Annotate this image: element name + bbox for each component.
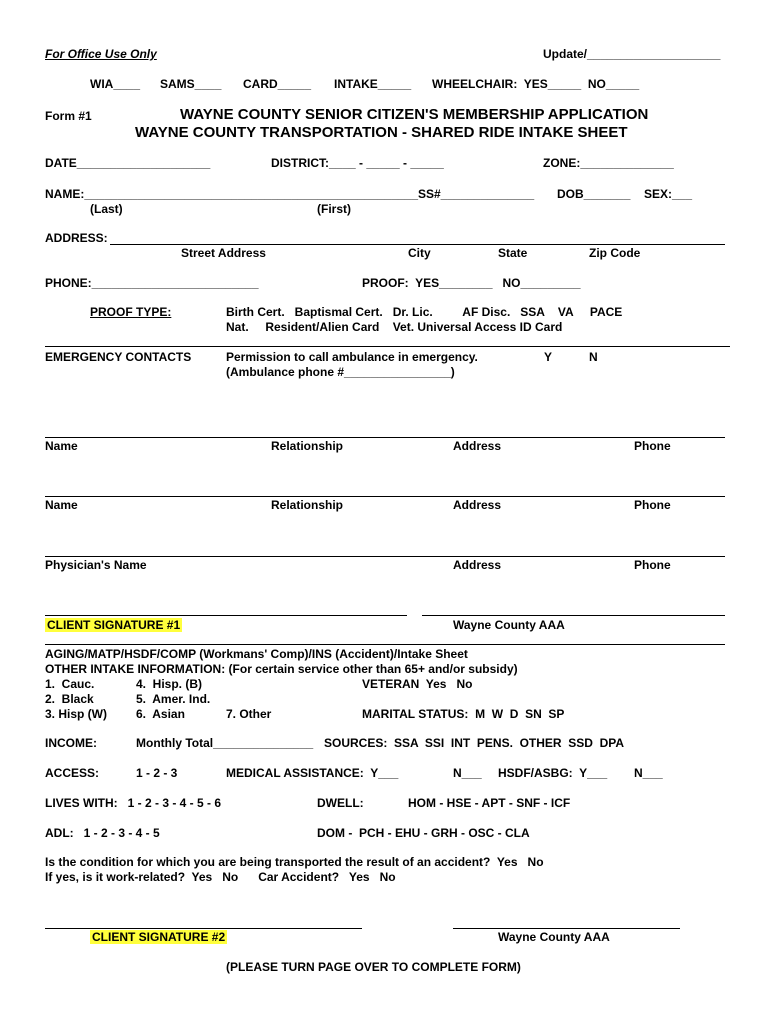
form-subtitle: WAYNE COUNTY TRANSPORTATION - SHARED RIDE INTAKE SHEET (135, 124, 628, 141)
contact1-address-caption: Address (453, 439, 502, 453)
intake-divider (45, 644, 725, 645)
turn-page-note: (PLEASE TURN PAGE OVER TO COMPLETE FORM) (226, 960, 521, 974)
last-caption: (Last) (90, 202, 123, 216)
name-field[interactable]: NAME:__________________________________________________ (45, 187, 419, 201)
marital-status-field[interactable]: MARITAL STATUS: M W D SN SP (362, 707, 565, 721)
work-related-question[interactable]: If yes, is it work-related? Yes No Car Accident? Yes No (45, 870, 396, 884)
wheelchair-field[interactable]: WHEELCHAIR: YES_____ NO_____ (432, 77, 640, 91)
contact2-line[interactable] (45, 496, 725, 497)
other-intake-heading: OTHER INTAKE INFORMATION: (For certain service other than 65+ and/or subsidy) (45, 662, 518, 676)
card-field[interactable]: CARD_____ (243, 77, 312, 91)
district-field[interactable]: DISTRICT:____ - _____ - _____ (271, 156, 444, 170)
intake-field[interactable]: INTAKE_____ (334, 77, 412, 91)
address-line[interactable] (110, 244, 725, 245)
contact1-line[interactable] (45, 437, 725, 438)
client-signature2-label (90, 930, 227, 945)
sources-field[interactable]: SOURCES: SSA SSI INT PENS. OTHER SSD DPA (324, 736, 625, 750)
section-divider (45, 346, 730, 347)
client-signature1-label (45, 618, 182, 633)
contact1-relationship-caption: Relationship (271, 439, 344, 453)
veteran-field[interactable]: VETERAN Yes No (362, 677, 473, 691)
access-options[interactable]: 1 - 2 - 3 (136, 766, 178, 780)
aging-intake-heading: AGING/MATP/HSDF/COMP (Workmans' Comp)/INS (Accident)/Intake Sheet (45, 647, 468, 661)
zip-caption: Zip Code (589, 246, 641, 260)
hsdf-yes[interactable]: HSDF/ASBG: Y___ (498, 766, 608, 780)
aaa-signature2-line[interactable] (453, 928, 680, 929)
income-label: INCOME: (45, 736, 97, 750)
adl-field[interactable]: ADL: 1 - 2 - 3 - 4 - 5 (45, 826, 160, 840)
proof-field[interactable]: PROOF: YES________ NO_________ (362, 276, 581, 290)
race-option-1[interactable]: 1. Cauc. (45, 677, 95, 691)
client-signature1-text: CLIENT SIGNATURE #1 (47, 618, 181, 632)
aaa-signature2-label: Wayne County AAA (498, 930, 610, 944)
race-option-4[interactable]: 4. Hisp. (B) (136, 677, 203, 691)
ss-field[interactable]: SS#______________ (418, 187, 535, 201)
client-signature1-line[interactable] (45, 615, 407, 616)
sams-field[interactable]: SAMS____ (160, 77, 222, 91)
ambulance-permission: Permission to call ambulance in emergency. (226, 350, 478, 364)
hsdf-no[interactable]: N___ (634, 766, 663, 780)
client-signature2-line[interactable] (45, 928, 362, 929)
aaa-signature1-line[interactable] (422, 615, 725, 616)
phone-field[interactable]: PHONE:_________________________ (45, 276, 259, 290)
accident-question[interactable]: Is the condition for which you are being transported the result of an accident? Yes No (45, 855, 544, 869)
city-caption: City (408, 246, 431, 260)
race-option-7[interactable]: 7. Other (226, 707, 272, 721)
contact2-phone-caption: Phone (634, 498, 671, 512)
dom-field[interactable]: DOM - PCH - EHU - GRH - OSC - CLA (317, 826, 530, 840)
race-option-6[interactable]: 6. Asian (136, 707, 185, 721)
zone-field[interactable]: ZONE:______________ (543, 156, 674, 170)
physician-phone-caption: Phone (634, 558, 671, 572)
contact2-relationship-caption: Relationship (271, 498, 344, 512)
street-caption: Street Address (181, 246, 266, 260)
monthly-total-field[interactable]: Monthly Total_______________ (136, 736, 314, 750)
contact2-address-caption: Address (453, 498, 502, 512)
wia-field[interactable]: WIA____ (90, 77, 141, 91)
lives-with-field[interactable]: LIVES WITH: 1 - 2 - 3 - 4 - 5 - 6 (45, 796, 222, 810)
physician-line[interactable] (45, 556, 725, 557)
physician-address-caption: Address (453, 558, 502, 572)
emergency-contacts-label: EMERGENCY CONTACTS (45, 350, 192, 364)
state-caption: State (498, 246, 528, 260)
contact1-name-caption: Name (45, 439, 78, 453)
race-option-5[interactable]: 5. Amer. Ind. (136, 692, 211, 706)
proof-type-options-row2: Nat. Resident/Alien Card Vet. Universal Access ID Card (226, 320, 563, 334)
contact2-name-caption: Name (45, 498, 78, 512)
update-field[interactable]: Update/____________________ (543, 47, 721, 61)
address-label: ADDRESS: (45, 231, 108, 245)
first-caption: (First) (317, 202, 351, 216)
access-label: ACCESS: (45, 766, 100, 780)
medical-assistance-no[interactable]: N___ (453, 766, 482, 780)
medical-assistance-yes[interactable]: MEDICAL ASSISTANCE: Y___ (226, 766, 399, 780)
form-number: Form #1 (45, 109, 92, 123)
ambulance-phone-field[interactable]: (Ambulance phone #________________) (226, 365, 455, 379)
dwell-options[interactable]: HOM - HSE - APT - SNF - ICF (408, 796, 571, 810)
client-signature2-text: CLIENT SIGNATURE #2 (92, 930, 226, 944)
ambulance-no[interactable]: N (589, 350, 598, 364)
aaa-signature1-label: Wayne County AAA (453, 618, 565, 632)
dob-field[interactable]: DOB_______ (557, 187, 631, 201)
ambulance-yes[interactable]: Y (544, 350, 553, 364)
race-option-3[interactable]: 3. Hisp (W) (45, 707, 107, 721)
office-use-label: For Office Use Only (45, 47, 157, 61)
date-field[interactable]: DATE____________________ (45, 156, 211, 170)
proof-type-options-row1: Birth Cert. Baptismal Cert. Dr. Lic. AF Disc. SSA VA PACE (226, 305, 623, 319)
race-option-2[interactable]: 2. Black (45, 692, 94, 706)
proof-type-label: PROOF TYPE: (90, 305, 172, 319)
physician-name-caption: Physician's Name (45, 558, 147, 572)
dwell-label: DWELL: (317, 796, 364, 810)
sex-field[interactable]: SEX:___ (644, 187, 693, 201)
form-title: WAYNE COUNTY SENIOR CITIZEN'S MEMBERSHIP APPLICATION (180, 106, 649, 123)
contact1-phone-caption: Phone (634, 439, 671, 453)
